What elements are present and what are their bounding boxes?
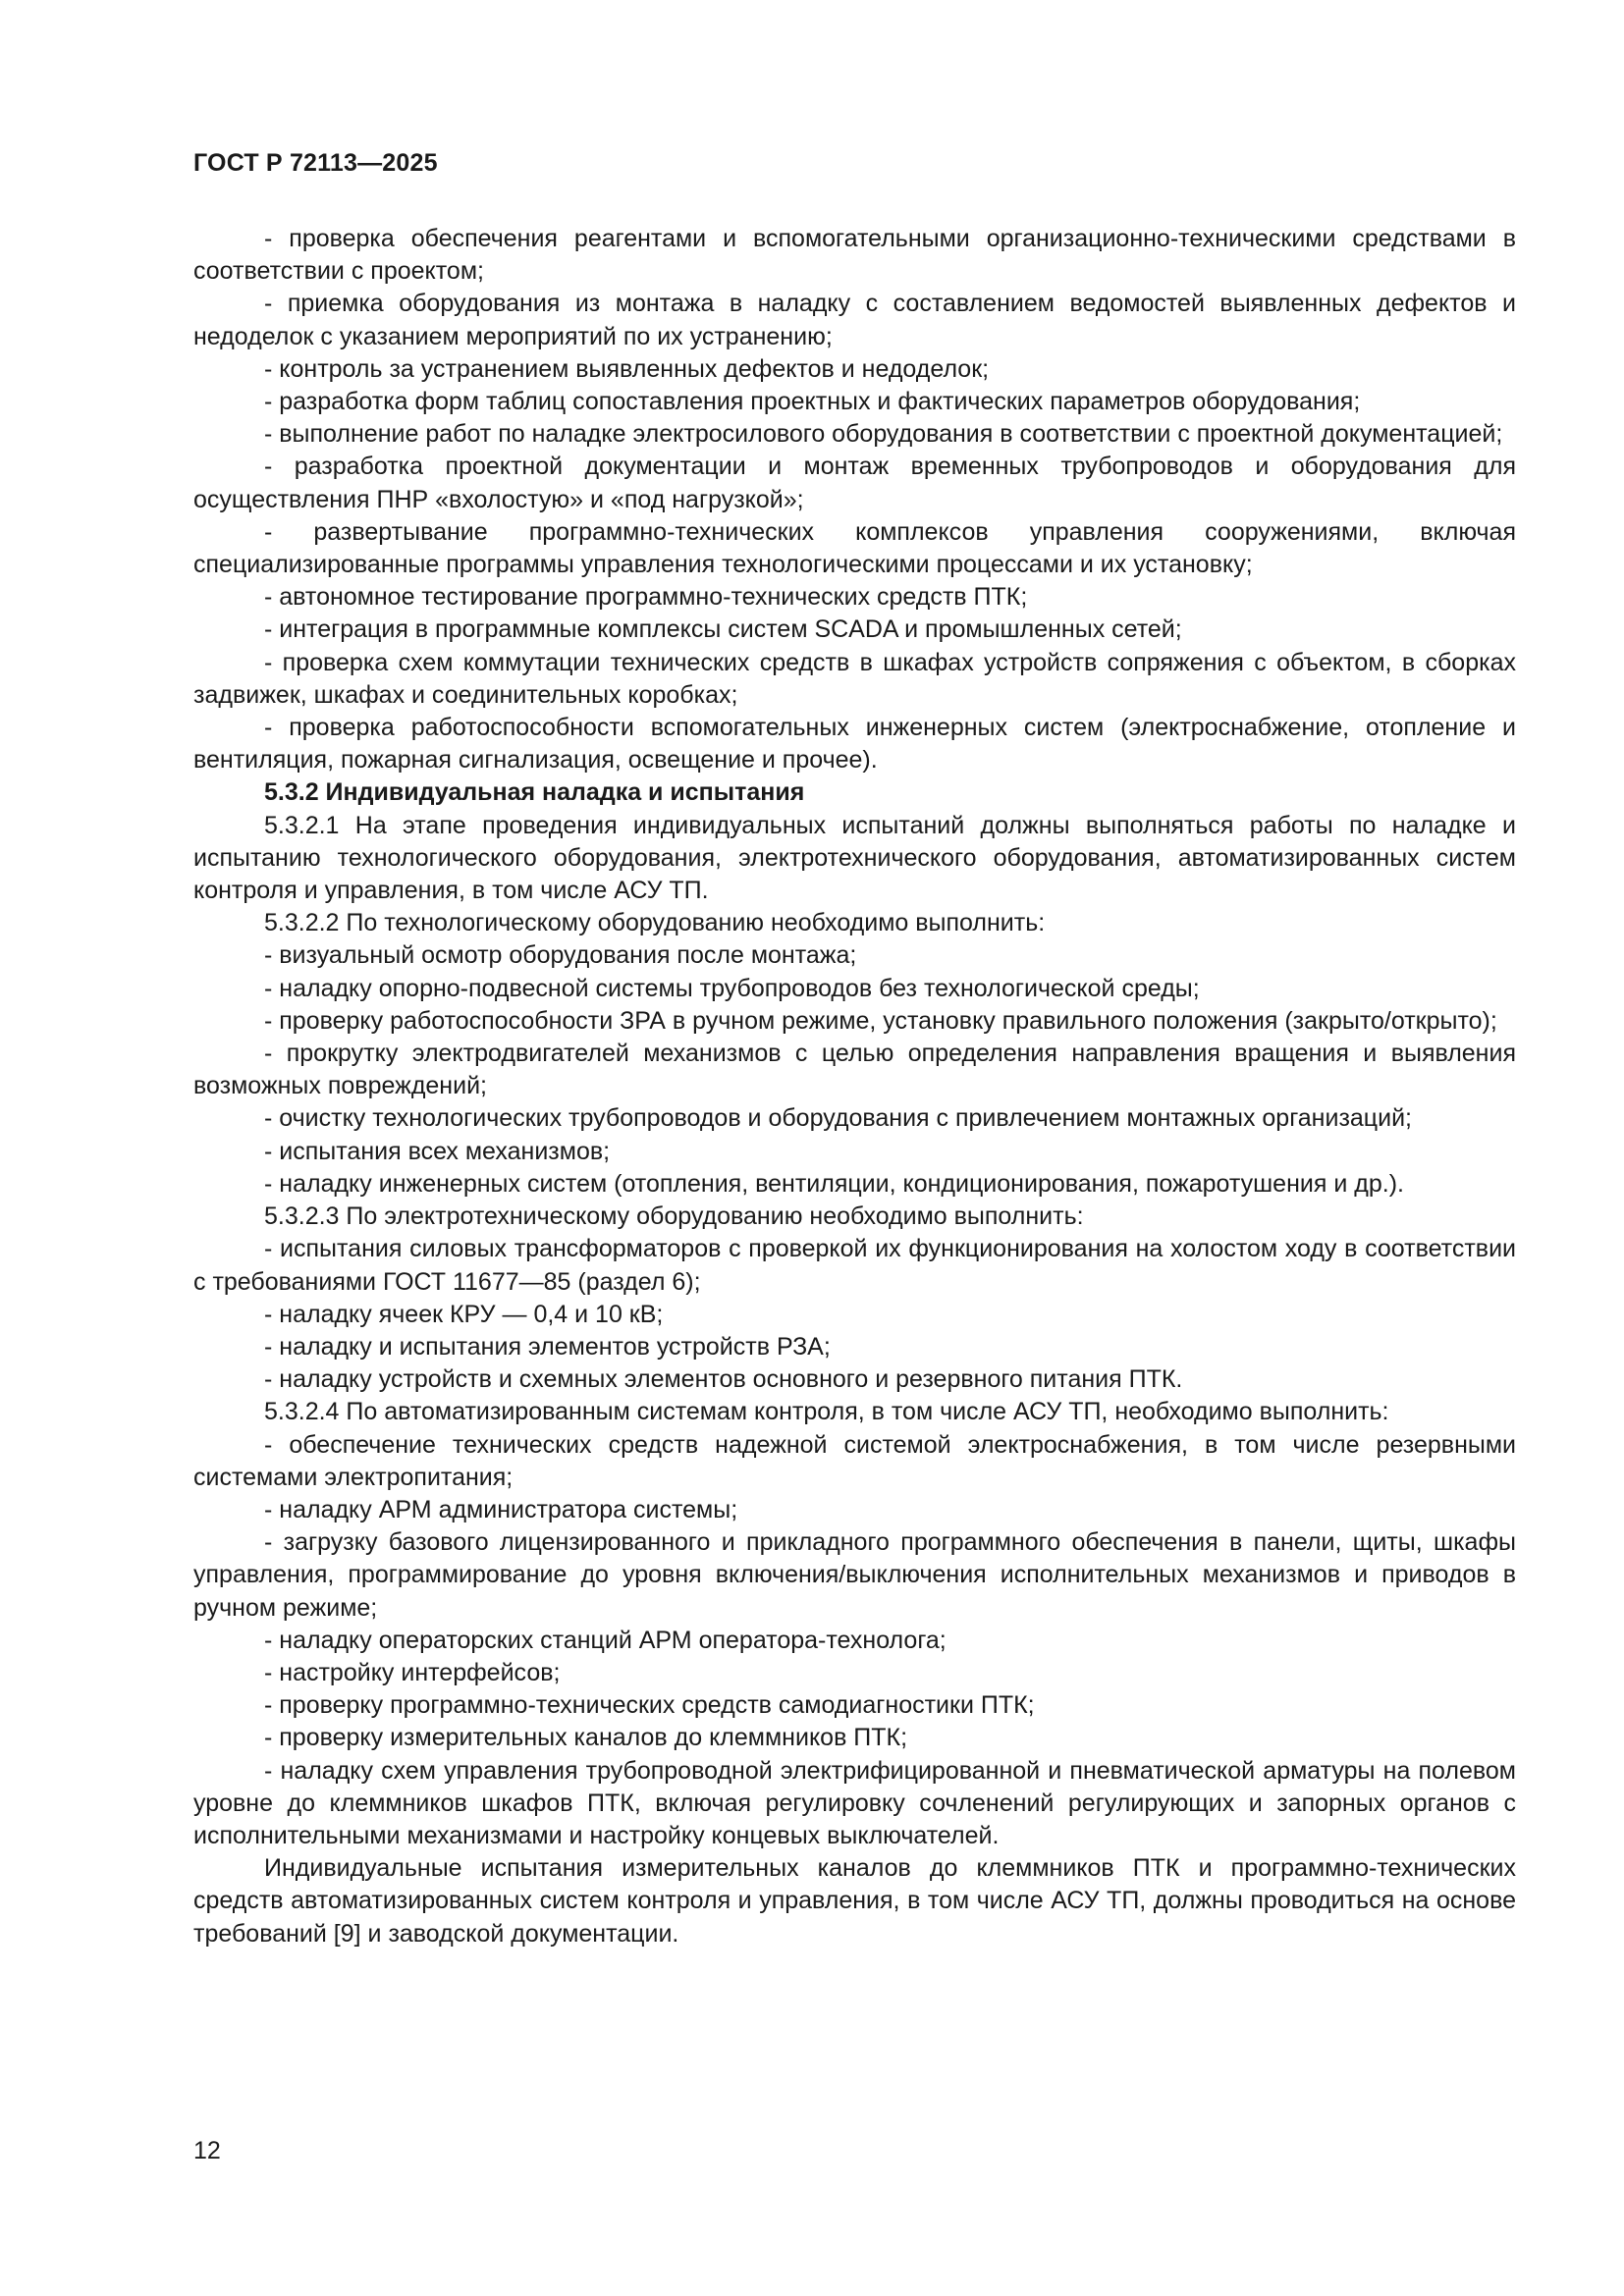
paragraph: - проверку программно-технических средств самодиагностики ПТК; <box>264 1691 1035 1720</box>
paragraph: - наладку схем управления трубопроводной электрифицированной и пневматической арматуры на полевом уровне до клеммников шкафов ПТК, включая регулировку сочленений регулирующих и запорных органов с исполнительными механизмами и настройку концевых выключателей. <box>193 1756 1516 1849</box>
paragraph: - наладку опорно-подвесной системы трубопроводов без технологической среды; <box>264 974 1200 1002</box>
paragraph: - проверку работоспособности ЗРА в ручном режиме, установку правильного положения (закрыто/открыто); <box>264 1006 1497 1035</box>
paragraph: - развертывание программно-технических комплексов управления сооружениями, включая специализированные программы управления технологическими процессами и их установку; <box>193 517 1516 579</box>
paragraph: - выполнение работ по наладке электросилового оборудования в соответствии с проектной документацией; <box>264 420 1503 449</box>
paragraph: - приемка оборудования из монтажа в наладку с составлением ведомостей выявленных дефектов и недоделок с указанием мероприятий по их устранению; <box>193 290 1516 350</box>
page-number: 12 <box>193 2137 221 2164</box>
paragraph: - разработка форм таблиц сопоставления проектных и фактических параметров оборудования; <box>264 388 1361 416</box>
paragraph: - наладку инженерных систем (отопления, вентиляции, кондиционирования, пожаротушения и др.). <box>264 1169 1404 1198</box>
paragraph: - наладку операторских станций АРМ оператора-технолога; <box>264 1626 947 1654</box>
paragraph: 5.3.2.4 По автоматизированным системам контроля, в том числе АСУ ТП, необходимо выполнить: <box>264 1398 1389 1426</box>
paragraph: 5.3.2.3 По электротехническому оборудованию необходимо выполнить: <box>264 1202 1084 1231</box>
document-header: ГОСТ Р 72113—2025 <box>193 149 438 177</box>
paragraph: 5.3.2.1 На этапе проведения индивидуальных испытаний должны выполняться работы по наладке и испытанию технологического оборудования, электротехнического оборудования, автоматизированных систем контроля и управления, в том числе АСУ ТП. <box>193 811 1516 905</box>
paragraph: - интеграция в программные комплексы систем SCADA и промышленных сетей; <box>264 615 1182 644</box>
paragraph: - визуальный осмотр оборудования после монтажа; <box>264 941 857 970</box>
paragraph: - наладку ячеек КРУ — 0,4 и 10 кВ; <box>264 1300 664 1328</box>
paragraph: - настройку интерфейсов; <box>264 1658 561 1686</box>
paragraph: - очистку технологических трубопроводов и оборудования с привлечением монтажных организаций; <box>264 1104 1413 1133</box>
paragraph: - наладку АРМ администратора системы; <box>264 1495 738 1523</box>
paragraph: - испытания всех механизмов; <box>264 1137 611 1165</box>
paragraph: - прокрутку электродвигателей механизмов с целью определения направления вращения и выявления возможных повреждений; <box>193 1040 1516 1100</box>
paragraph: 5.3.2.2 По технологическому оборудованию необходимо выполнить: <box>264 909 1046 937</box>
document-body <box>193 223 1516 1950</box>
paragraph: - испытания силовых трансформаторов с проверкой их функционирования на холостом ходу в соответствии с требованиями ГОСТ 11677—85 (раздел 6); <box>193 1235 1516 1296</box>
paragraph: - проверку измерительных каналов до клеммников ПТК; <box>264 1724 908 1752</box>
paragraph: - наладку и испытания элементов устройств РЗА; <box>264 1332 831 1361</box>
paragraph: - загрузку базового лицензированного и прикладного программного обеспечения в панели, щиты, шкафы управления, программирование до уровня включения/выключения исполнительных механизмов и приводов в ручном режиме; <box>193 1528 1516 1622</box>
paragraph: - разработка проектной документации и монтаж временных трубопроводов и оборудования для осуществления ПНР «вхолостую» и «под нагрузкой»; <box>193 453 1516 513</box>
paragraph: - проверка схем коммутации технических средств в шкафах устройств сопряжения с объектом, в сборках задвижек, шкафах и соединительных коробках; <box>193 648 1516 709</box>
paragraph: Индивидуальные испытания измерительных каналов до клеммников ПТК и программно-технических средств автоматизированных систем контроля и управления, в том числе АСУ ТП, должны проводиться на основе требований [9] и заводской документации. <box>193 1854 1516 1948</box>
paragraph: - проверка работоспособности вспомогательных инженерных систем (электроснабжение, отопление и вентиляция, пожарная сигнализация, освещение и прочее). <box>193 714 1516 774</box>
paragraph: - контроль за устранением выявленных дефектов и недоделок; <box>264 354 990 383</box>
paragraph: - проверка обеспечения реагентами и вспомогательными организационно-техническими средствами в соответствии с проектом; <box>193 225 1516 286</box>
section-heading: 5.3.2 Индивидуальная наладка и испытания <box>264 778 805 807</box>
paragraph: - автономное тестирование программно-технических средств ПТК; <box>264 583 1028 612</box>
paragraph: - обеспечение технических средств надежной системой электроснабжения, в том числе резервными системами электропитания; <box>193 1430 1516 1491</box>
paragraph: - наладку устройств и схемных элементов основного и резервного питания ПТК. <box>264 1365 1183 1394</box>
